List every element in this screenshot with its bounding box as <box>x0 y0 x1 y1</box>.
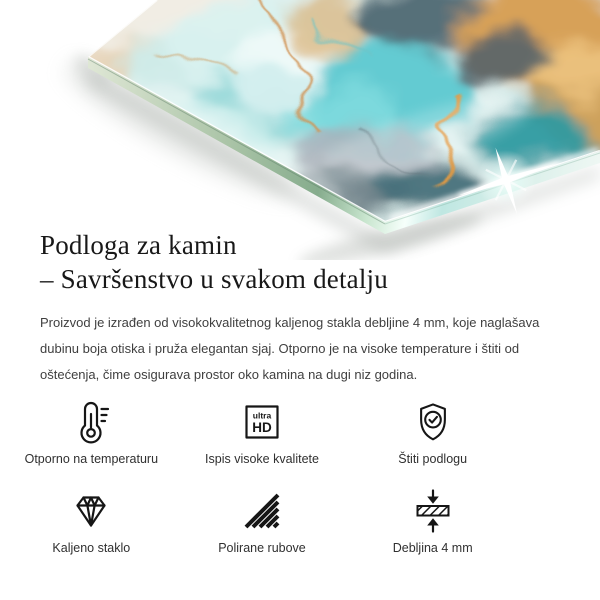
product-description-text: Proizvod je izrađen od visokokvalitetnog kaljenog stakla debljine 4 mm, koje naglašava dubinu boja otiska i pruža elegantan sjaj. Otporno je na visoke temperature i štiti od oštećenja, čime osigurava prostor oko kamina na dugi niz godina. <box>40 315 540 382</box>
thermometer-icon <box>71 399 111 445</box>
thickness-icon <box>413 488 453 534</box>
ultra-hd-icon <box>242 399 282 445</box>
polished-edges-icon <box>242 488 282 534</box>
feature-label: Otporno na temperaturu <box>24 452 159 466</box>
svg-text:HD: HD <box>252 420 272 435</box>
shield-check-icon <box>414 399 452 445</box>
feature-label: Kaljeno staklo <box>52 541 131 555</box>
product-photo <box>0 0 600 260</box>
page-title-line1: Podloga za kamin <box>40 230 237 260</box>
feature-polished-edges <box>177 488 348 555</box>
feature-temperature <box>6 399 177 466</box>
feature-label: Ispis visoke kvalitete <box>205 452 319 466</box>
svg-text:ultra: ultra <box>252 410 272 421</box>
page-title <box>40 228 568 296</box>
marble-art <box>0 0 600 260</box>
feature-print-quality <box>177 399 348 466</box>
page-title-line2: – Savršenstvo u svakom detalju <box>40 264 388 294</box>
glass-panel-surface <box>0 0 600 260</box>
feature-thickness <box>347 488 518 555</box>
feature-protection <box>347 399 518 466</box>
feature-label: Štiti podlogu <box>398 452 468 466</box>
product-description-section <box>40 228 568 388</box>
feature-tempered-glass <box>6 488 177 555</box>
glass-panel-image <box>0 0 600 260</box>
feature-label: Polirane rubove <box>218 541 306 555</box>
feature-label: Debljina 4 mm <box>392 541 473 555</box>
features-grid <box>6 399 518 555</box>
diamond-icon <box>71 488 111 534</box>
